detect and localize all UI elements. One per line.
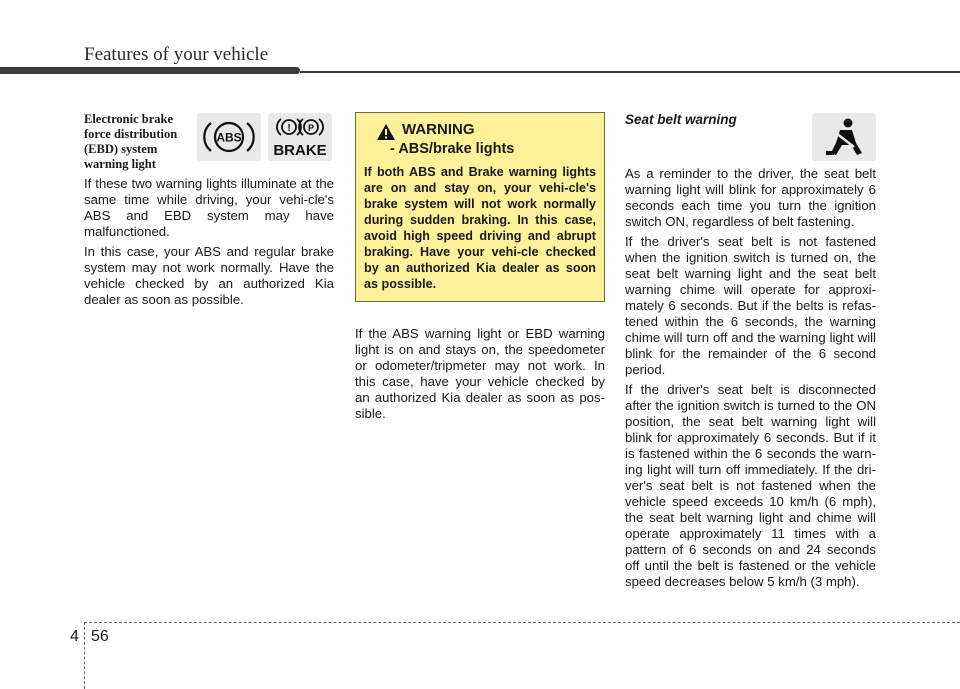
middle-column	[355, 112, 605, 426]
warning-subtitle: - ABS/brake lights	[390, 141, 515, 157]
footer-divider	[84, 622, 85, 689]
chapter-number: 4	[70, 628, 79, 645]
right-paragraph-1: As a reminder to the driver, the seat belt warning light will blink for approximately 6 seconds each time you turn the ignition switch ON, regardless of belt fastening.	[625, 166, 876, 229]
left-column	[84, 112, 334, 312]
right-paragraph-3: If the driver's seat belt is disconnected after the ignition switch is turned to the ON position, the seat belt warning light will blink for approximately 6 seconds. But if it is fastened within the 6 seconds the warn-ing light will turn off immediately. If the dri-ver's seat belt is not fastened when the vehicle speed exceeds 10 km/h (6 mph), the seat belt warning light and chime will operate approximately 11 times with a pattern of 6 seconds on and 24 seconds off until the belt is fastened or the vehicle speed decreases below 5 km/h (3 mph).	[625, 382, 876, 589]
svg-text:!: !	[287, 123, 291, 134]
seat-belt-section-title: Seat belt warning	[625, 112, 737, 127]
left-paragraph-1: If these two warning lights illuminate at the same time while driving, your vehi-cle's ABS and EBD system may have malfunctioned.	[84, 176, 334, 239]
abs-icon-label: ABS	[216, 130, 242, 145]
warning-box	[355, 112, 605, 302]
right-paragraph-2: If the driver's seat belt is not fastened when the ignition switch is turned on, the seat belt warning light and the seat belt warning chime will operate for approxi-mately 6 seconds. But if the belts is refas-tened within the 6 seconds, the warning chime will turn off and the warning light will blink for the remainder of the 6 second period.	[625, 234, 876, 377]
page-header-title: Features of your vehicle	[84, 44, 269, 65]
footer-rule	[84, 622, 960, 623]
page-number: 56	[91, 628, 109, 645]
middle-paragraph: If the ABS warning light or EBD warning light is on and stays on, the speedometer or odometer/tripmeter may not work. In this case, have your vehicle checked by an authorized Kia dealer as soon as pos-sible.	[355, 326, 605, 421]
warning-triangle-icon	[376, 123, 396, 141]
warning-title: WARNING	[402, 121, 475, 138]
warning-text: If both ABS and Brake warning lights are on and stay on, your vehi-cle's brake system will not work normally during sudden braking. In this case, avoid high speed driving and abrupt braking. Have your vehi-cle checked by an authorized Kia dealer as soon as possible.	[364, 165, 596, 291]
left-paragraph-2: In this case, your ABS and regular brake system may not work normally. Have the vehicle checked by an authorized Kia dealer as soon as possible.	[84, 244, 334, 307]
right-column	[625, 112, 876, 594]
brake-icon-label: BRAKE	[273, 142, 327, 159]
ebd-caption: Electronic brake force distribution (EBD) system warning light	[84, 112, 178, 171]
header-rule-thin	[300, 71, 960, 73]
svg-text:P: P	[307, 123, 315, 133]
header-rule-thick	[0, 67, 300, 74]
